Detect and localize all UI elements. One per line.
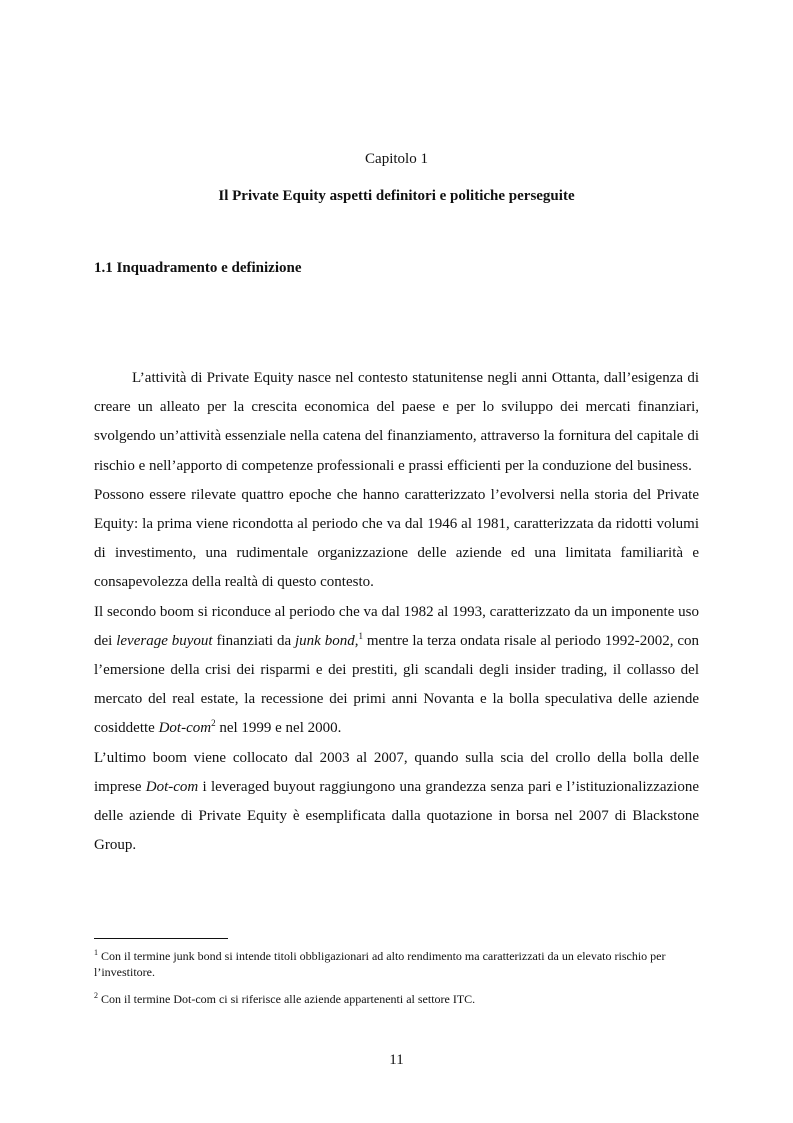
term-dot-com: Dot-com — [145, 778, 199, 795]
paragraph-3-text: nel 1999 e nel 2000. — [215, 720, 342, 737]
chapter-title: Il Private Equity aspetti definitori e politiche perseguite — [218, 188, 575, 204]
footnote-mark-2: 2 — [94, 991, 98, 1000]
paragraph-3 — [94, 598, 699, 744]
footnote-text-2: Con il termine Dot-com ci si riferisce alle aziende appartenenti al settore ITC. — [98, 992, 476, 1006]
footnote-2 — [94, 991, 699, 1007]
paragraph-1: L’attività di Private Equity nasce nel contesto statunitense negli anni Ottanta, dall’esigenza di creare un alleato per la crescita economica del paese e per lo sviluppo dei mercati finanziari, svolgendo un’attività essenziale nella catena del finanziamento, attraverso la fornitura del capitale di rischio e nell’apporto di competenze professionali e prassi efficienti per la conduzione del business. — [94, 370, 699, 474]
paragraph-2: Possono essere rilevate quattro epoche che hanno caratterizzato l’evolversi nella storia del Private Equity: la prima viene ricondotta al periodo che va dal 1946 al 1981, caratterizzata da ridotti volumi di investimento, una rudimentale organizzazione delle aziende ed una limitata familiarità e consapevolezza della realtà di questo contesto. — [94, 486, 699, 591]
term-junk-bond: junk bond — [295, 632, 355, 649]
paragraph-4-text: L’ultimo boom viene collocato dal 2003 al 2007, quando sulla scia del crollo della bolla delle imprese — [94, 749, 699, 795]
footnotes — [94, 948, 699, 1018]
footnote-separator — [94, 938, 228, 939]
paragraph-3-text: finanziati da — [212, 632, 295, 649]
term-leverage-buyout: leverage buyout — [116, 632, 213, 649]
chapter-label: Capitolo 1 — [365, 151, 428, 167]
term-dot-com: Dot-com — [158, 720, 212, 737]
footnote-ref-2[interactable]: 2 — [211, 718, 216, 729]
paragraph-4-text: i leveraged buyout raggiungono una grandezza senza pari e l’istituzionalizzazione delle aziende di Private Equity è esemplificata dalla quotazione in borsa nel 2007 di Blackstone Group. — [94, 778, 700, 854]
paragraph-3-text: mentre la terza ondata risale al periodo 1992-2002, con l’emersione della crisi dei risparmi e dei prestiti, gli scandali degli insider trading, il collasso del mercato del real estate, la recessione dei primi anni Novanta e la bolla speculativa delle aziende cosiddette — [94, 632, 700, 737]
paragraph-3-text: Il secondo boom si riconduce al periodo che va dal 1982 al 1993, caratterizzato da un imponente uso dei — [94, 603, 699, 649]
body-text — [94, 364, 699, 860]
paragraph-3-text: , — [354, 632, 359, 649]
footnote-ref-1[interactable]: 1 — [358, 630, 363, 641]
footnote-mark-1: 1 — [94, 948, 98, 957]
footnote-1 — [94, 948, 699, 980]
page-number: 11 — [389, 1052, 404, 1068]
section-heading: 1.1 Inquadramento e definizione — [94, 260, 302, 276]
footnote-text-1: Con il termine junk bond si intende titoli obbligazionari ad alto rendimento ma caratterizzati da un elevato rischio per l’investitore. — [94, 949, 666, 979]
paragraph-4 — [94, 744, 699, 861]
